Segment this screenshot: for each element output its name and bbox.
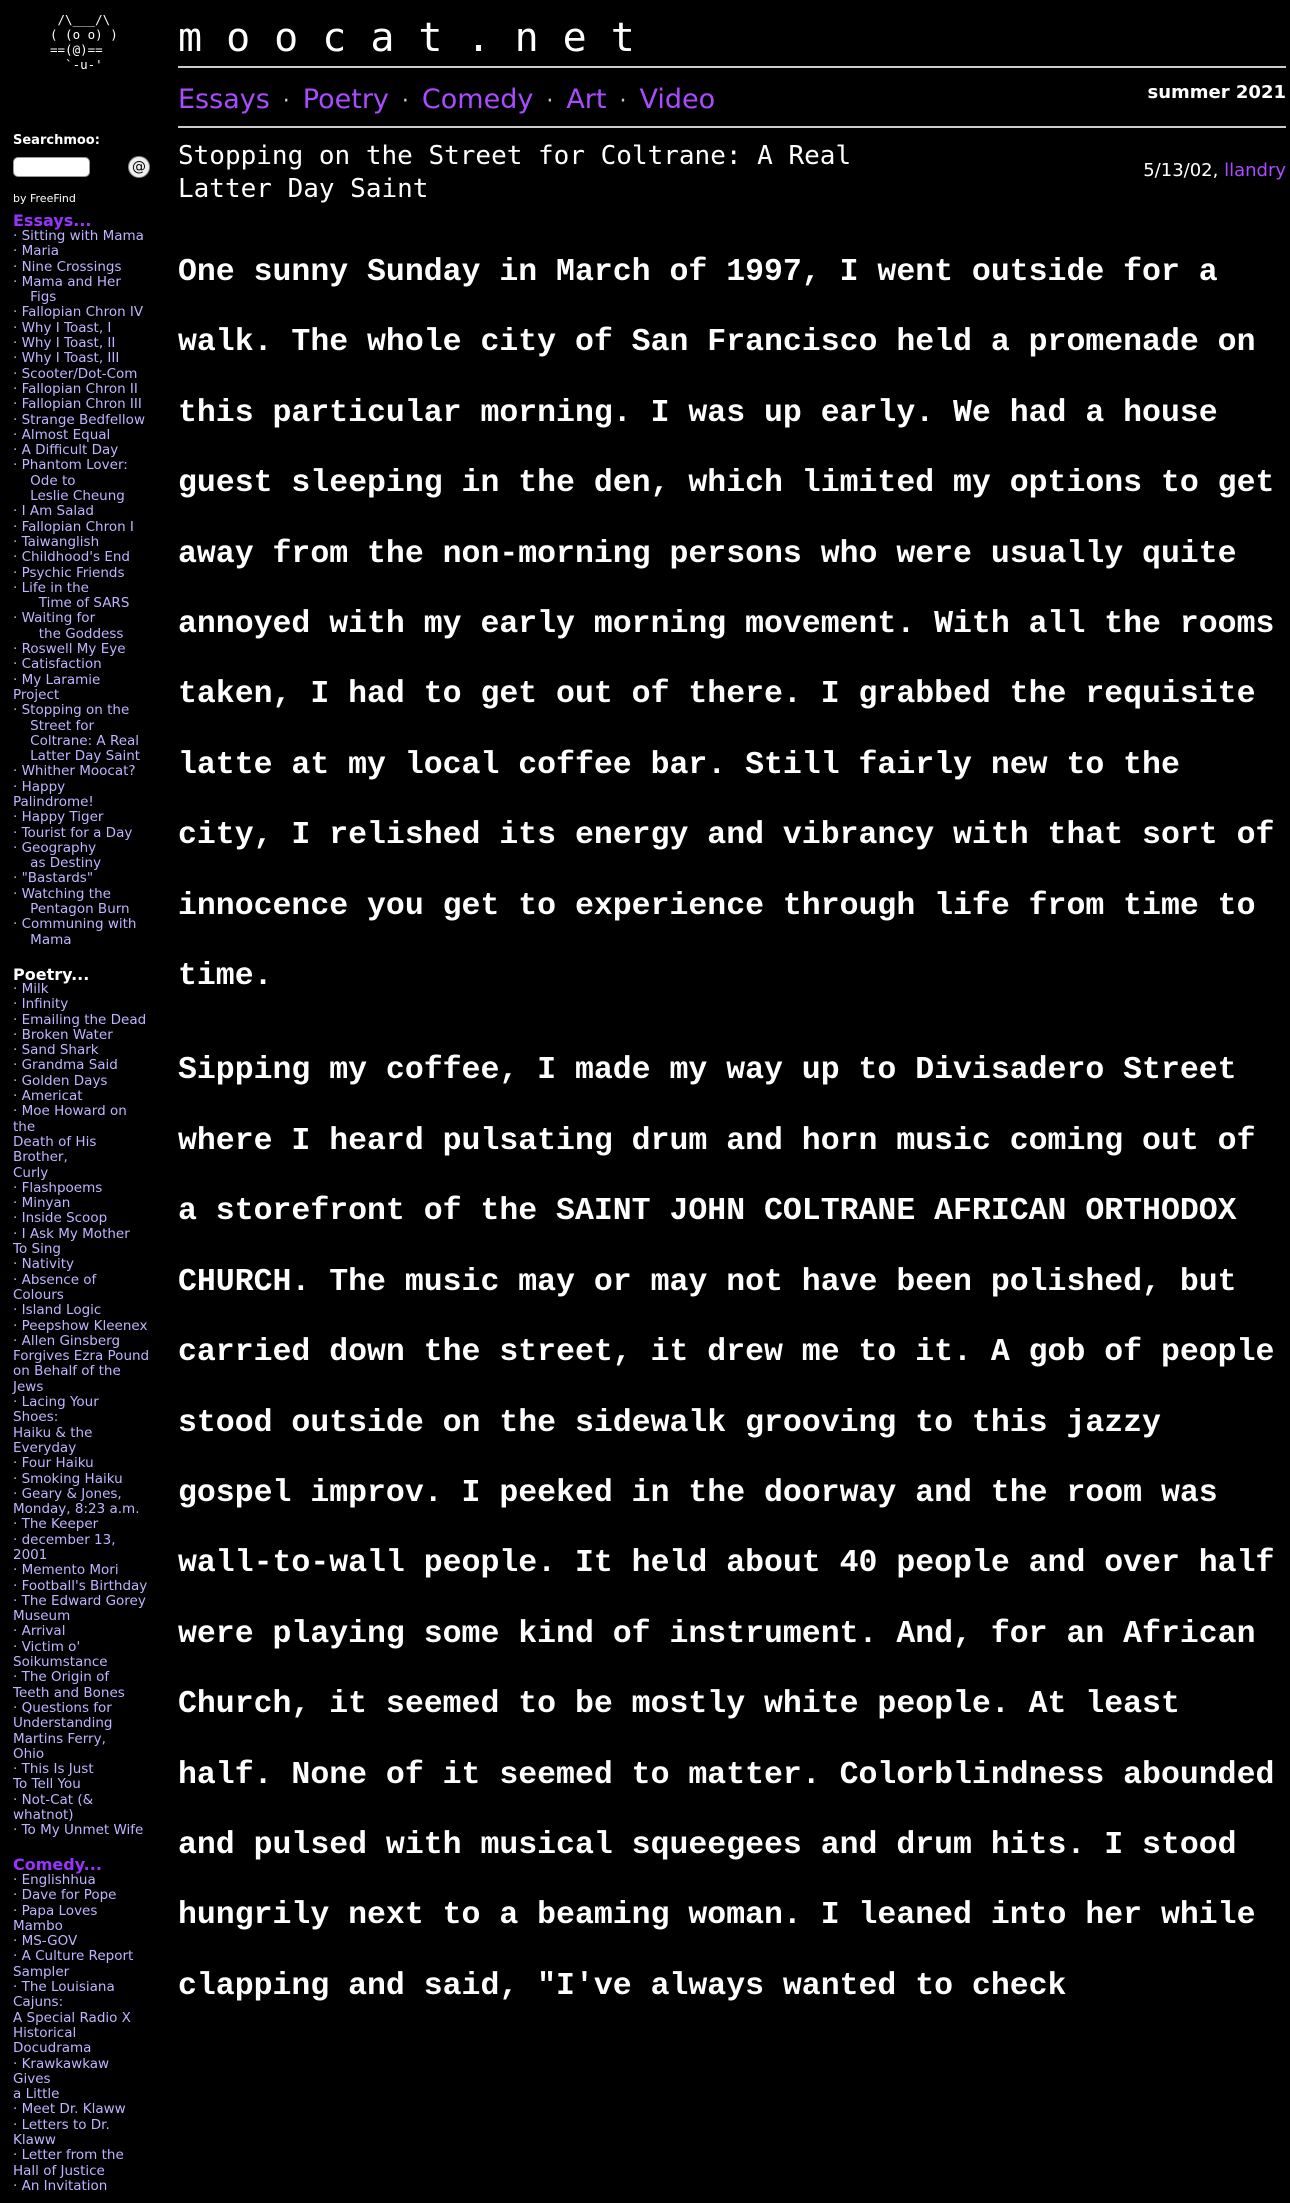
sidebar-nav-item (13, 810, 161, 825)
sidebar-link[interactable]: Hall of Justice (13, 2162, 105, 2179)
sidebar-nav-item (13, 2148, 161, 2163)
sidebar-link[interactable]: Historical (13, 2024, 77, 2041)
sidebar-nav-item (13, 1579, 161, 1594)
sidebar-nav-item (13, 2102, 161, 2117)
sidebar-link[interactable]: · Broken Water (13, 1026, 113, 1043)
sidebar-nav-item (13, 657, 161, 672)
sidebar-link[interactable]: the (13, 1118, 36, 1135)
sidebar-nav-item (13, 1533, 161, 1548)
sidebar-link[interactable]: · The Edward Gorey (13, 1592, 146, 1609)
sidebar-nav-item (13, 397, 161, 412)
sidebar-link[interactable]: · Victim o' (13, 1638, 81, 1655)
sidebar-nav-item (13, 1934, 161, 1949)
search-go-icon: @ (132, 159, 146, 175)
sidebar-link[interactable]: Shoes: (13, 1409, 59, 1426)
sidebar-link[interactable]: To Sing (13, 1241, 61, 1258)
sidebar-nav-item (13, 596, 161, 611)
article-byline (1143, 160, 1286, 181)
sidebar-nav-item (13, 351, 161, 366)
sidebar-nav-item (13, 1609, 161, 1624)
sidebar-link[interactable]: Cajuns: (13, 1994, 64, 2011)
sidebar-nav-item (13, 489, 161, 504)
sidebar-nav-item (13, 1058, 161, 1073)
sidebar-link[interactable]: · Why I Toast, I (13, 319, 112, 336)
sidebar-link[interactable]: · Fallopian Chron IV (13, 304, 144, 321)
sidebar-link[interactable]: · To My Unmet Wife (13, 1822, 144, 1839)
sidebar-nav-item (13, 1319, 161, 1334)
sidebar-nav-item (13, 1701, 161, 1716)
sidebar-link[interactable]: · Communing with (13, 916, 137, 933)
sidebar-link[interactable]: Docudrama (13, 2040, 92, 2057)
sidebar-link[interactable]: Street for (13, 717, 95, 734)
sidebar-nav-item (13, 871, 161, 886)
sidebar-link[interactable]: Klaww (13, 2132, 56, 2149)
sidebar-link[interactable]: Museum (13, 1608, 71, 1625)
sidebar-nav-item (13, 1273, 161, 1288)
sidebar-nav-item (13, 1487, 161, 1502)
sidebar-link[interactable]: · MS-GOV (13, 1933, 78, 1950)
sidebar-link[interactable]: · Letter from the (13, 2147, 124, 2164)
sidebar-nav-item (13, 504, 161, 519)
sidebar-nav-item (13, 719, 161, 734)
sidebar-nav-item (13, 535, 161, 550)
sidebar-nav-item (13, 1089, 161, 1104)
top-nav (178, 80, 715, 122)
sidebar-link[interactable]: · Peepshow Kleenex (13, 1317, 148, 1334)
sidebar-nav-item (13, 1732, 161, 1747)
sidebar-nav-item (13, 826, 161, 841)
sidebar-link[interactable]: · Sitting with Mama (13, 228, 144, 244)
sidebar-link[interactable]: · Mama and Her (13, 273, 121, 290)
sidebar-link[interactable]: · Happy Tiger (13, 809, 104, 826)
sidebar-nav-item (13, 1410, 161, 1425)
sidebar-nav-item (13, 1181, 161, 1196)
sidebar-nav-item (13, 229, 161, 244)
sidebar-link[interactable]: · Allen Ginsberg (13, 1332, 121, 1349)
essays-list (13, 229, 161, 948)
sidebar-nav-item (13, 1873, 161, 1888)
sidebar-nav-item (13, 1563, 161, 1578)
sidebar-nav-item (13, 1904, 161, 1919)
sidebar-nav-item (13, 1949, 161, 1964)
comedy-list (13, 1873, 161, 2194)
nav-comedy[interactable]: Comedy (421, 84, 534, 115)
sidebar-link[interactable]: · Football's Birthday (13, 1577, 148, 1594)
sidebar-nav-item (13, 244, 161, 259)
article-title: Stopping on the Street for Coltrane: A Real Latter Day Saint (178, 141, 852, 204)
sidebar-link[interactable]: Curly (13, 1164, 49, 1181)
sidebar-link[interactable]: · Papa Loves (13, 1902, 98, 1919)
article-date: 5/13/02, (1143, 160, 1225, 181)
comedy-heading[interactable]: Comedy... (13, 1855, 102, 1874)
sidebar-link[interactable]: · Fallopian Chron I (13, 518, 134, 535)
sidebar-link[interactable]: · Geary & Jones, (13, 1485, 122, 1502)
sidebar-link[interactable]: the Goddess (13, 625, 124, 642)
sidebar-link[interactable]: · Strange Bedfellow (13, 411, 145, 428)
sidebar-link[interactable]: Mama (13, 931, 72, 948)
sidebar-link[interactable]: Time of SARS (13, 595, 130, 612)
sidebar-nav-item (13, 2057, 161, 2072)
sidebar-link[interactable]: · This Is Just (13, 1761, 94, 1778)
sidebar-nav-item (13, 1747, 161, 1762)
sidebar-link[interactable]: Colours (13, 1286, 64, 1303)
sidebar-link[interactable]: · Infinity (13, 996, 69, 1013)
sidebar-link[interactable]: · Roswell My Eye (13, 641, 126, 658)
sidebar-nav-item (13, 336, 161, 351)
sidebar-link[interactable]: · Smoking Haiku (13, 1470, 123, 1487)
sidebar-nav-item (13, 1594, 161, 1609)
sidebar-link[interactable]: · Krawkawkaw (13, 2055, 110, 2072)
sidebar-nav-item (13, 933, 161, 948)
sidebar-nav-item (13, 1456, 161, 1471)
sidebar-nav-item (13, 1502, 161, 1517)
sidebar-link[interactable]: · Childhood's End (13, 549, 130, 566)
sidebar-nav-item (13, 1640, 161, 1655)
sidebar-link[interactable]: Teeth and Bones (13, 1684, 125, 1701)
sidebar-nav-item (13, 1211, 161, 1226)
sidebar-nav-item (13, 703, 161, 718)
sidebar-nav-item (13, 2179, 161, 2194)
nav-separator: · (546, 89, 554, 114)
sidebar-nav-item (13, 1104, 161, 1119)
sidebar-link[interactable]: · Geography (13, 839, 97, 856)
sidebar-link[interactable]: Haiku & the (13, 1424, 93, 1441)
sidebar-link[interactable]: Palindrome! (13, 793, 94, 810)
nav-video[interactable]: Video (639, 84, 716, 115)
sidebar-nav-item (13, 2026, 161, 2041)
sidebar-link[interactable]: · The Keeper (13, 1516, 99, 1533)
nav-art[interactable]: Art (566, 84, 607, 115)
sidebar-link[interactable]: · Taiwanglish (13, 533, 100, 550)
sidebar-nav-item (13, 997, 161, 1012)
sidebar-nav-item (13, 856, 161, 871)
sidebar-link[interactable]: · Letters to Dr. (13, 2116, 110, 2133)
sidebar-link[interactable]: Martins Ferry, (13, 1730, 106, 1747)
sidebar-link[interactable]: To Tell You (13, 1776, 81, 1793)
sidebar-nav-item (13, 1793, 161, 1808)
sidebar-nav-item (13, 642, 161, 657)
sidebar-link[interactable]: · Minyan (13, 1195, 71, 1212)
sidebar-nav-item (13, 1716, 161, 1731)
sidebar-nav-item (13, 780, 161, 795)
sidebar-link[interactable]: · Why I Toast, II (13, 335, 116, 352)
sidebar-link[interactable]: · Flashpoems (13, 1179, 103, 1196)
sidebar-link[interactable]: Gives (13, 2070, 51, 2087)
sidebar-link[interactable]: 2001 (13, 1546, 48, 1563)
sidebar-nav-item (13, 1426, 161, 1441)
sidebar-nav-item (13, 1364, 161, 1379)
sidebar-nav-item (13, 566, 161, 581)
sidebar-nav-item (13, 764, 161, 779)
sidebar-nav-item (13, 458, 161, 473)
sidebar-nav-item (13, 2133, 161, 2148)
sidebar-link[interactable]: · I Ask My Mother (13, 1225, 130, 1242)
sidebar-link[interactable]: Latter Day Saint (13, 748, 141, 765)
sidebar-nav-item (13, 2072, 161, 2087)
sidebar-nav-item (13, 2087, 161, 2102)
sidebar-link[interactable]: · Fallopian Chron III (13, 396, 142, 413)
sidebar-link[interactable]: · Stopping on the (13, 702, 130, 719)
sidebar-nav-item (13, 1288, 161, 1303)
sidebar-link[interactable]: Mambo (13, 1917, 63, 1934)
sidebar-nav-item (13, 413, 161, 428)
sidebar-link[interactable]: · Why I Toast, III (13, 350, 120, 367)
sidebar-link[interactable]: · Psychic Friends (13, 564, 125, 581)
sidebar-nav-item (13, 2164, 161, 2179)
sidebar-nav-item (13, 688, 161, 703)
freefind-prefix: by (13, 192, 30, 205)
sidebar-nav-item (13, 275, 161, 290)
sidebar-nav-item (13, 1028, 161, 1043)
sidebar-nav-item (13, 1380, 161, 1395)
sidebar-link[interactable]: · Happy (13, 778, 66, 795)
sidebar-link[interactable]: · Whither Moocat? (13, 763, 136, 780)
article-paragraph: Sipping my coffee, I made my way up to Divisadero Street where I heard pulsating drum and horn music coming out of a storefront of the SAINT JOHN COLTRANE AFRICAN ORTHODOX CHURCH. The music may or may not have been polished, but carried down the street, it drew me to it. A gob of people stood outside on the sidewalk grooving to this jazzy gospel improv. I peeked in the doorway and the room was wall-to-wall people. It held about 40 people and over half were playing some kind of instrument. And, for an African Church, it seemed to be mostly white people. At least half. None of it seemed to matter. Colorblindness abounded and pulsed with musical squeegees and drum hits. I stood hungrily next to a beaming woman. I leaned into her while clapping and said, "I've always wanted to check (178, 1053, 1275, 2004)
nav-essays[interactable]: Essays (178, 84, 270, 115)
sidebar-nav-item (13, 1074, 161, 1089)
sidebar-nav-item (13, 1257, 161, 1272)
sidebar-link[interactable]: · Life in the (13, 579, 89, 596)
sidebar-link[interactable]: · A Difficult Day (13, 442, 119, 459)
sidebar-nav-item (13, 1823, 161, 1838)
sidebar-link[interactable]: · Questions for (13, 1699, 112, 1716)
sidebar-link[interactable]: Pentagon Burn (13, 901, 130, 918)
sidebar-link[interactable]: as Destiny (13, 855, 102, 872)
sidebar-nav-item (13, 1777, 161, 1792)
sidebar-nav-item (13, 1227, 161, 1242)
sidebar-link[interactable]: · Grandma Said (13, 1057, 118, 1074)
sidebar-nav-item (13, 2011, 161, 2026)
sidebar-nav-item (13, 1624, 161, 1639)
sidebar-nav-item (13, 1135, 161, 1150)
poetry-list (13, 982, 161, 1839)
sidebar-link[interactable]: · december 13, (13, 1531, 116, 1548)
sidebar-link[interactable]: · Fallopian Chron II (13, 380, 138, 397)
sidebar-nav-item (13, 795, 161, 810)
sidebar-link[interactable]: · Americat (13, 1088, 83, 1105)
sidebar-link[interactable]: · Meet Dr. Klaww (13, 2101, 126, 2118)
sidebar-nav-item (13, 1517, 161, 1532)
nav-separator: · (619, 89, 627, 114)
freefind-link[interactable]: FreeFind (30, 192, 76, 205)
sidebar-nav-item (13, 443, 161, 458)
sidebar-link[interactable]: · "Bastards" (13, 870, 94, 887)
sidebar-link[interactable]: · The Origin of (13, 1669, 110, 1686)
sidebar (0, 0, 163, 2203)
sidebar-nav-item (13, 367, 161, 382)
sidebar-link[interactable]: Everyday (13, 1439, 77, 1456)
sidebar-nav-item (13, 1762, 161, 1777)
sidebar-nav-item (13, 982, 161, 997)
sidebar-nav-item (13, 749, 161, 764)
sidebar-link[interactable]: Ode to (13, 472, 76, 489)
sidebar-nav-item (13, 1670, 161, 1685)
sidebar-nav-item (13, 1995, 161, 2010)
sidebar-link[interactable]: Death of His (13, 1133, 97, 1150)
sidebar-nav-item (13, 1303, 161, 1318)
search-button[interactable] (128, 156, 150, 178)
sidebar-nav-item (13, 321, 161, 336)
sidebar-link[interactable]: · Watching the (13, 885, 111, 902)
search-label: Searchmoo: (13, 133, 100, 148)
sidebar-link[interactable]: · I Am Salad (13, 503, 94, 520)
sidebar-nav-item (13, 520, 161, 535)
sidebar-link[interactable]: · Milk (13, 981, 49, 997)
header-divider-top (178, 66, 1286, 68)
poetry-heading[interactable]: Poetry... (13, 965, 90, 984)
sidebar-nav-item (13, 1043, 161, 1058)
sidebar-nav-item (13, 1242, 161, 1257)
sidebar-link[interactable]: · Moe Howard on (13, 1103, 127, 1120)
sidebar-link[interactable]: · Nativity (13, 1256, 75, 1273)
sidebar-nav-item (13, 1196, 161, 1211)
sidebar-link[interactable]: Sampler (13, 1963, 70, 1980)
sidebar-link[interactable]: · Catisfaction (13, 656, 102, 673)
sidebar-link[interactable]: Brother, (13, 1149, 68, 1166)
essays-heading[interactable]: Essays... (13, 211, 92, 230)
sidebar-nav-item (13, 474, 161, 489)
sidebar-link[interactable]: · Lacing Your (13, 1394, 99, 1411)
sidebar-nav-item (13, 734, 161, 749)
sidebar-link[interactable]: · Sand Shark (13, 1042, 99, 1059)
sidebar-link[interactable]: · Emailing the Dead (13, 1011, 147, 1028)
sidebar-link[interactable]: Jews (13, 1378, 44, 1395)
sidebar-link[interactable]: Coltrane: A Real (13, 732, 140, 749)
site-title[interactable]: moocat.net (178, 15, 659, 61)
sidebar-link[interactable]: on Behalf of the (13, 1363, 121, 1380)
sidebar-link[interactable]: · Waiting for (13, 610, 96, 627)
sidebar-link[interactable]: Understanding (13, 1715, 113, 1732)
sidebar-nav-item (13, 1166, 161, 1181)
sidebar-nav-item (13, 1334, 161, 1349)
header-divider-bottom (178, 126, 1286, 128)
sidebar-link[interactable]: · Maria (13, 243, 60, 260)
sidebar-link[interactable]: a Little (13, 2086, 60, 2103)
sidebar-nav-item (13, 382, 161, 397)
sidebar-nav-item (13, 1395, 161, 1410)
sidebar-nav-item (13, 428, 161, 443)
season-label: summer 2021 (1147, 82, 1286, 103)
sidebar-nav-item (13, 841, 161, 856)
sidebar-link[interactable]: · Dave for Pope (13, 1887, 117, 1904)
sidebar-nav-item (13, 1013, 161, 1028)
search-input[interactable] (13, 157, 90, 177)
sidebar-link[interactable]: · Absence of (13, 1271, 97, 1288)
sidebar-link[interactable]: · The Louisiana (13, 1979, 115, 1996)
sidebar-nav-item (13, 611, 161, 626)
sidebar-nav-item (13, 290, 161, 305)
sidebar-nav-item (13, 1120, 161, 1135)
article-body (178, 238, 1286, 2203)
sidebar-link[interactable]: Soikumstance (13, 1654, 108, 1671)
sidebar-nav-item (13, 1655, 161, 1670)
sidebar-link[interactable]: A Special Radio X (13, 2009, 131, 2026)
sidebar-link[interactable]: Monday, 8:23 a.m. (13, 1501, 140, 1518)
sidebar-link[interactable]: Forgives Ezra Pound (13, 1348, 150, 1365)
sidebar-link[interactable]: · Arrival (13, 1623, 66, 1640)
sidebar-link[interactable]: Leslie Cheung (13, 488, 125, 505)
nav-separator: · (282, 89, 290, 114)
sidebar-link[interactable]: · Not-Cat (& (13, 1791, 94, 1808)
nav-separator: · (401, 89, 409, 114)
sidebar-nav-item (13, 1888, 161, 1903)
author-link[interactable]: llandry (1224, 160, 1286, 181)
sidebar-link[interactable]: Ohio (13, 1745, 45, 1762)
sidebar-link[interactable]: · Inside Scoop (13, 1210, 108, 1227)
sidebar-link[interactable]: · Nine Crossings (13, 258, 122, 275)
sidebar-link[interactable]: · Englishhua (13, 1872, 96, 1888)
sidebar-nav-item (13, 673, 161, 688)
sidebar-nav-item (13, 887, 161, 902)
sidebar-link[interactable]: · Phantom Lover: (13, 457, 128, 474)
sidebar-link[interactable]: · Scooter/Dot-Com (13, 365, 138, 382)
sidebar-nav-item (13, 627, 161, 642)
sidebar-nav-item (13, 581, 161, 596)
sidebar-nav-item (13, 1548, 161, 1563)
sidebar-link[interactable]: · Tourist for a Day (13, 824, 133, 841)
sidebar-nav-item (13, 2118, 161, 2133)
freefind-credit (13, 192, 76, 205)
sidebar-nav-item (13, 1472, 161, 1487)
sidebar-nav-item (13, 305, 161, 320)
sidebar-nav-item (13, 1808, 161, 1823)
sidebar-nav-item (13, 1686, 161, 1701)
sidebar-link[interactable]: · My Laramie (13, 671, 101, 688)
sidebar-nav-item (13, 260, 161, 275)
sidebar-nav-item (13, 2041, 161, 2056)
sidebar-link[interactable]: · A Culture Report (13, 1948, 134, 1965)
sidebar-nav-item (13, 1980, 161, 1995)
sidebar-nav-item (13, 1150, 161, 1165)
sidebar-nav-item (13, 902, 161, 917)
moocat-logo[interactable]: /\___/\ ( (o o) ) ==(@)== `-u-' (50, 12, 118, 72)
nav-poetry[interactable]: Poetry (302, 84, 389, 115)
sidebar-link[interactable]: · Memento Mori (13, 1562, 119, 1579)
sidebar-link[interactable]: Figs (13, 289, 57, 306)
sidebar-link[interactable]: · Four Haiku (13, 1455, 94, 1472)
sidebar-nav-item (13, 550, 161, 565)
article-paragraph: One sunny Sunday in March of 1997, I went outside for a walk. The whole city of San Francisco held a promenade on this particular morning. I was up early. We had a house guest sleeping in the den, which limited my options to get away from the non-morning persons who were usually quite annoyed with my early morning movement. With all the rooms taken, I had to get out of there. I grabbed the requisite latte at my local coffee bar. Still fairly new to the city, I relished its energy and vibrancy with that sort of innocence you get to experience through life from time to time. (178, 255, 1275, 995)
sidebar-nav-item (13, 1441, 161, 1456)
sidebar-nav-item (13, 1349, 161, 1364)
sidebar-link[interactable]: · Island Logic (13, 1302, 102, 1319)
sidebar-link[interactable]: · An Invitation (13, 2177, 108, 2194)
sidebar-link[interactable]: whatnot) (13, 1807, 74, 1824)
sidebar-nav-item (13, 1919, 161, 1934)
sidebar-nav-item (13, 917, 161, 932)
sidebar-link[interactable]: · Almost Equal (13, 426, 111, 443)
sidebar-link[interactable]: · Golden Days (13, 1072, 108, 1089)
sidebar-link[interactable]: Project (13, 686, 60, 703)
sidebar-nav-item (13, 1965, 161, 1980)
